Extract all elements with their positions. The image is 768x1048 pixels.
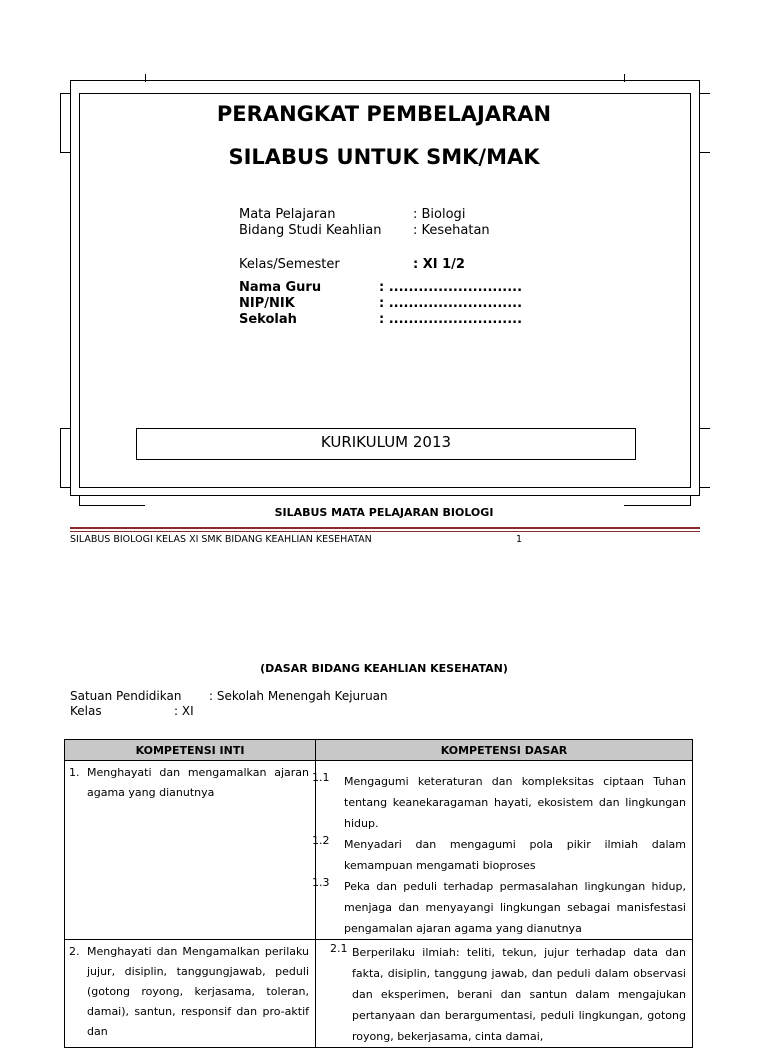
kelas-label: Kelas/Semester xyxy=(239,257,340,272)
ki-text: Menghayati dan Mengamalkan perilaku jujur, disiplin, tanggungjawab, peduli (gotong royong, kerjasama, toleran, damai), santun, responsif dan pro-aktif dan xyxy=(87,945,309,1038)
corner-mark xyxy=(700,93,710,94)
kd-text: Menyadari dan mengagumi pola pikir ilmiah dalam kemampuan mengamati bioproses xyxy=(344,838,686,872)
kd-number: 1.3 xyxy=(312,876,330,889)
mata-pelajaran-value: : Biologi xyxy=(413,207,466,222)
kelas-meta-value: : XI xyxy=(174,704,194,718)
header-ki: KOMPETENSI INTI xyxy=(65,740,316,761)
corner-mark xyxy=(700,428,710,429)
kelas-value: : XI 1/2 xyxy=(413,257,465,272)
kd-text: Berperilaku ilmiah: teliti, tekun, jujur terhadap data dan fakta, disiplin, tanggung jawab, dan peduli dalam observasi dan eksperimen, berani dan santun dalam mengajukan pertanyaan dan berargumentasi, peduli lingkungan, gotong royong, bekerjasama, cinta damai, xyxy=(352,946,686,1043)
guru-label: Nama Guru xyxy=(239,280,322,295)
kelas-meta-label: Kelas xyxy=(70,704,102,718)
footer-rule-thin xyxy=(70,531,700,532)
kurikulum-box: KURIKULUM 2013 xyxy=(136,428,636,460)
mata-pelajaran-label: Mata Pelajaran xyxy=(239,207,336,222)
kd-number: 2.1 xyxy=(330,942,348,955)
footer-text: SILABUS BIOLOGI KELAS XI SMK BIDANG KEAHLIAN KESEHATAN xyxy=(70,534,372,545)
guru-value: : ........................... xyxy=(379,280,523,295)
ki-text: Menghayati dan mengamalkan ajaran agama yang dianutnya xyxy=(87,766,309,799)
corner-mark xyxy=(60,428,61,488)
corner-mark xyxy=(60,487,70,488)
ki-cell xyxy=(65,761,316,940)
cover-subtitle: SILABUS UNTUK SMK/MAK xyxy=(228,145,540,169)
corner-mark xyxy=(79,368,80,488)
ki-cell xyxy=(65,940,316,1048)
kd-text: Peka dan peduli terhadap permasalahan lingkungan hidup, menjaga dan menyayangi lingkungan sebagai manisfestasi pengamalan ajaran agama yang dianutnya xyxy=(344,880,686,935)
ki-number: 1. xyxy=(69,766,80,779)
sekolah-value: : ........................... xyxy=(379,312,523,327)
header-kd: KOMPETENSI DASAR xyxy=(316,740,693,761)
footer-rule xyxy=(70,527,700,529)
corner-mark xyxy=(690,368,691,488)
ki-number: 2. xyxy=(69,945,80,958)
corner-mark xyxy=(60,428,70,429)
kd-cell xyxy=(312,761,693,940)
corner-mark xyxy=(624,74,625,82)
satuan-value: : Sekolah Menengah Kejuruan xyxy=(209,689,388,703)
kd-number: 1.1 xyxy=(312,771,330,784)
kd-number: 1.2 xyxy=(312,834,330,847)
satuan-label: Satuan Pendidikan xyxy=(70,689,182,703)
corner-mark xyxy=(79,496,80,506)
page-number: 1 xyxy=(516,534,523,545)
kd-cell xyxy=(316,940,693,1048)
silabus-heading: SILABUS MATA PELAJARAN BIOLOGI xyxy=(274,506,494,519)
nip-label: NIP/NIK xyxy=(239,296,295,311)
corner-mark xyxy=(145,74,146,82)
corner-mark xyxy=(700,487,710,488)
sekolah-label: Sekolah xyxy=(239,312,297,327)
corner-mark xyxy=(690,496,691,506)
table-row xyxy=(65,940,693,1048)
page-subtitle: (DASAR BIDANG KEAHLIAN KESEHATAN) xyxy=(260,662,508,675)
cover-title: PERANGKAT PEMBELAJARAN xyxy=(216,102,552,126)
bidang-value: : Kesehatan xyxy=(413,223,490,238)
corner-mark xyxy=(60,93,70,94)
kd-text: Mengagumi keteraturan dan kompleksitas ciptaan Tuhan tentang keanekaragaman hayati, ekosistem dan lingkungan hidup. xyxy=(344,775,686,830)
corner-mark xyxy=(79,487,209,488)
table-row xyxy=(65,761,693,940)
bidang-label: Bidang Studi Keahlian xyxy=(239,223,382,238)
nip-value: : ........................... xyxy=(379,296,523,311)
kompetensi-table xyxy=(64,739,693,1048)
corner-mark xyxy=(560,487,690,488)
